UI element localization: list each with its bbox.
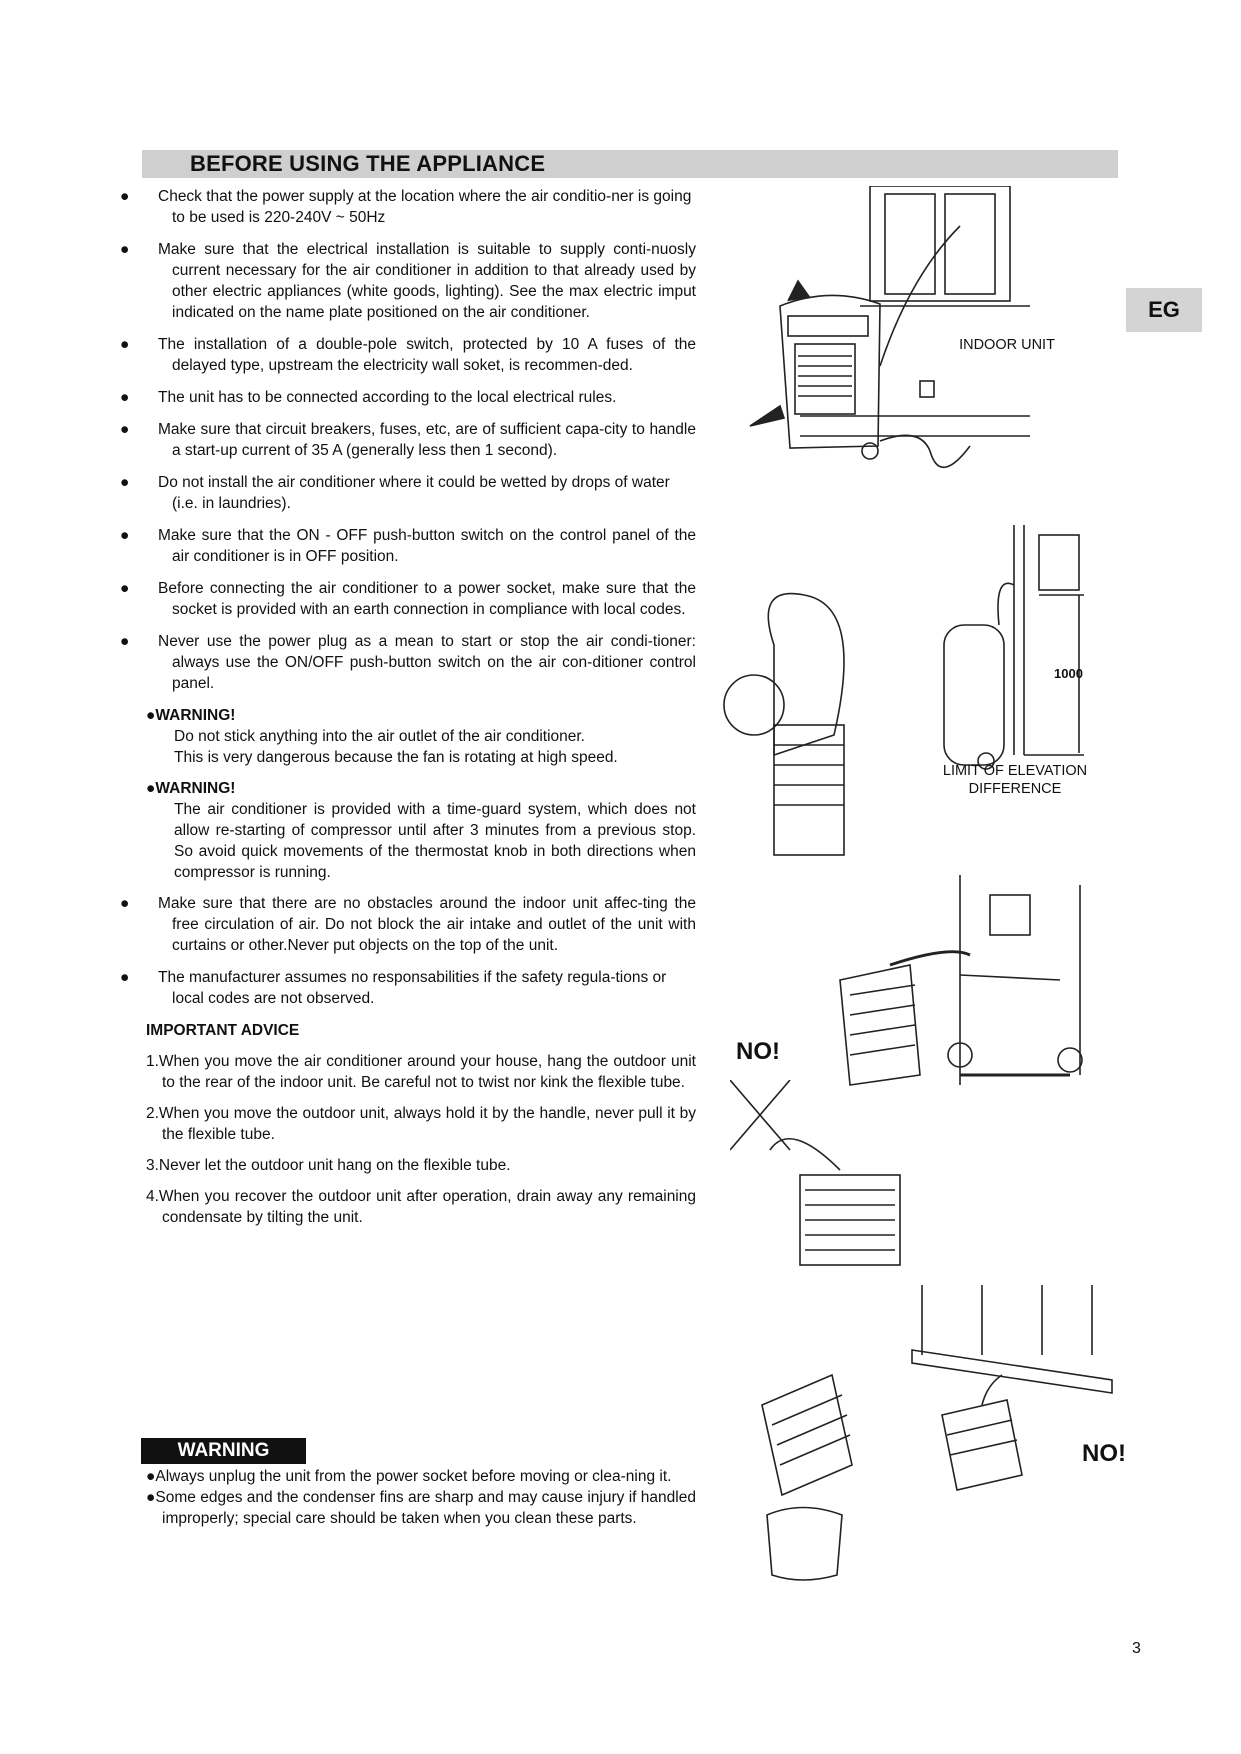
advice-item: 3.Never let the outdoor unit hang on the flexible tube.	[146, 1157, 511, 1174]
list-item: ● Do not install the air conditioner where it could be wetted by drops of water (i.e. in laundries).	[120, 474, 670, 512]
advice-title: IMPORTANT ADVICE	[146, 1022, 300, 1039]
warning-heading: ●WARNING!	[146, 707, 236, 724]
list-item: ● Make sure that circuit breakers, fuses, etc, are of sufficient capa-city to handle a start-up current of 35 A (generally less then 1 second).	[120, 421, 696, 459]
page-number: 3	[1132, 1640, 1141, 1657]
indoor-unit-label: INDOOR UNIT	[959, 337, 1055, 353]
warning-heading: ●WARNING!	[146, 780, 236, 797]
section-header	[142, 150, 1118, 178]
instructions-column	[120, 186, 696, 1238]
elevation-value: 1000	[1054, 666, 1083, 681]
advice-item: 1.When you move the air conditioner around your house, hang the outdoor unit to the rear of the indoor unit. Be careful not to twist nor kink the flexible tube.	[146, 1053, 696, 1091]
list-item: ● The unit has to be connected according to the local electrical rules.	[120, 389, 617, 406]
list-item: ●Some edges and the condenser fins are sharp and may cause injury if handled improperly; special care should be taken when you clean these parts.	[146, 1489, 696, 1527]
list-item: ● Make sure that there are no obstacles around the indoor unit affec-ting the free circulation of air. Do not block the air intake and outlet of the unit with curtains or other.Never put objects on the top of the unit.	[120, 895, 696, 954]
section-title: BEFORE USING THE APPLIANCE	[190, 151, 546, 176]
list-item: ● The installation of a double-pole switch, protected by 10 A fuses of the delayed type, upstream the electricity wall soket, is recommen-ded.	[120, 336, 696, 374]
list-item: ● Before connecting the air conditioner to a power socket, make sure that the socket is provided with an earth connection in compliance with local codes.	[120, 580, 696, 618]
language-tab: EG	[1126, 288, 1202, 332]
list-item: ● Make sure that the ON - OFF push-button switch on the control panel of the air conditioner is in OFF position.	[120, 527, 696, 565]
warning-text: The air conditioner is provided with a time-guard system, which does not allow re-starting of compressor until after 3 minutes from a previous stop. So avoid quick movements of the thermostat knob in both directions when compressor is running.	[174, 801, 696, 881]
advice-item: 2.When you move the outdoor unit, always hold it by the handle, never pull it by the flexible tube.	[146, 1105, 696, 1143]
elevation-illustration	[714, 525, 1094, 865]
list-item: ● Check that the power supply at the location where the air conditio-ner is going to be used is 220-240V ~ 50Hz	[120, 188, 692, 226]
prohibited-handling-illustration	[730, 1080, 910, 1275]
list-item: ● Never use the power plug as a mean to start or stop the air condi-tioner: always use the ON/OFF push-button switch on the air con-ditioner control panel.	[120, 633, 696, 692]
list-item: ● Make sure that the electrical installation is suitable to supply conti-nuosly current necessary for the air conditioner in addition to that already used by other electric appliances (white goods, lighting). See the max electric imput indicated on the name plate positioned on the air conditioner.	[120, 241, 696, 321]
list-item: ●Always unplug the unit from the power socket before moving or clea-ning it.	[146, 1468, 672, 1485]
warning-text: Do not stick anything into the air outlet of the air conditioner. This is very dangerous because the fan is rotating at high speed.	[174, 728, 618, 766]
moving-unit-illustration	[830, 875, 1120, 1090]
elevation-label: LIMIT OF ELEVATION DIFFERENCE	[942, 763, 1088, 797]
warning-box-title: WARNING	[141, 1438, 306, 1464]
no-label: NO!	[1082, 1440, 1126, 1467]
warning-box-content	[146, 1466, 696, 1529]
advice-item: 4.When you recover the outdoor unit after operation, drain away any remaining condensate by tilting the unit.	[146, 1188, 696, 1226]
list-item: ● The manufacturer assumes no responsabilities if the safety regula-tions or local codes are not observed.	[120, 969, 667, 1007]
draining-illustration	[742, 1285, 1122, 1585]
no-label: NO!	[736, 1038, 780, 1065]
